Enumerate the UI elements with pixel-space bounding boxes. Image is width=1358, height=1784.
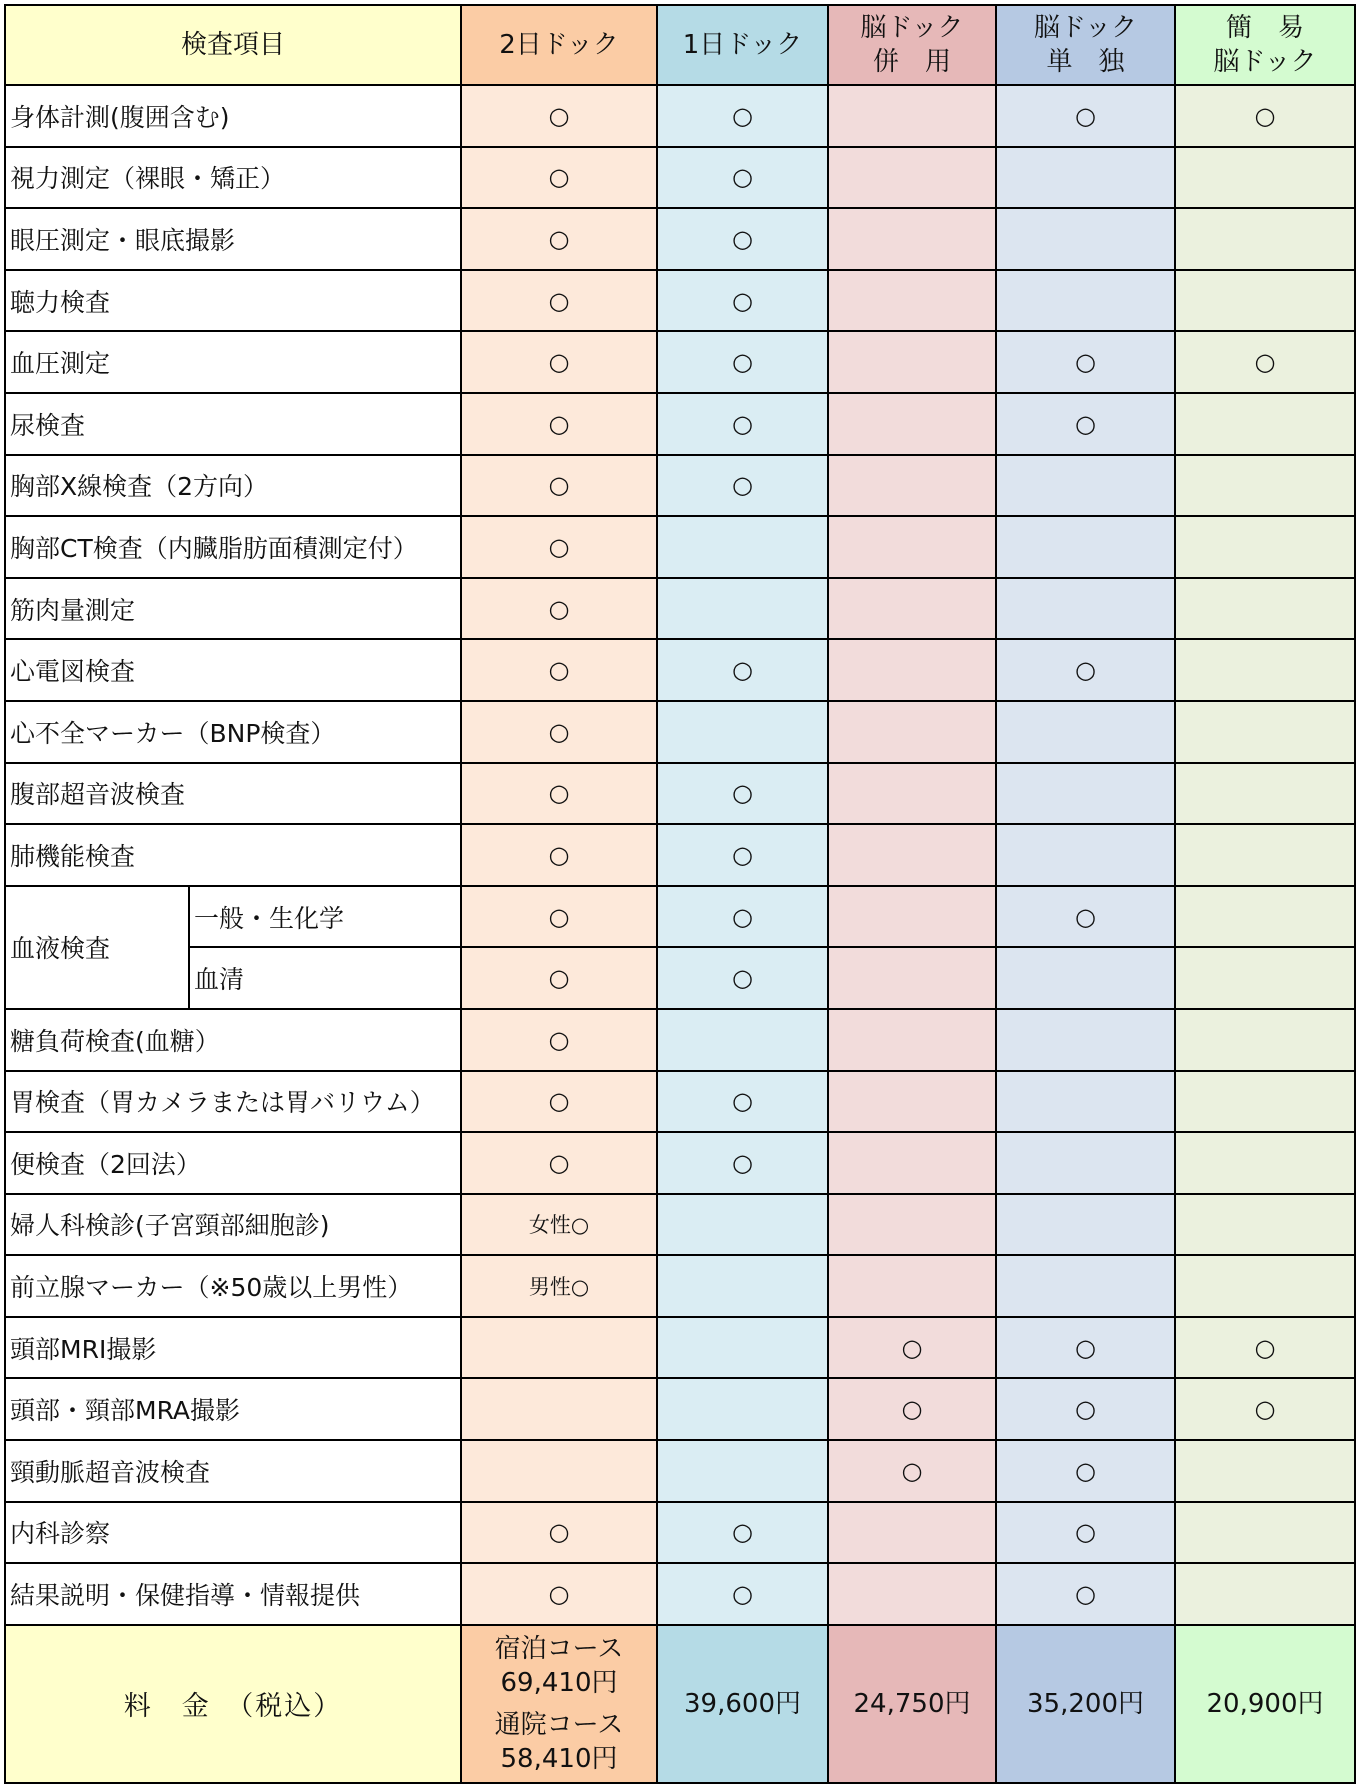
blood-test-sub-label: 一般・生化学 (189, 886, 461, 948)
mark-cell (828, 147, 996, 209)
mark-cell (828, 947, 996, 1009)
mark-cell (461, 1317, 657, 1379)
mark-cell (996, 516, 1175, 578)
mark-cell: ○ (657, 639, 828, 701)
exam-item-label: 婦人科検診(子宮頸部細胞診) (5, 1194, 461, 1256)
mark-cell (828, 886, 996, 948)
exam-item-label: 胸部CT検査（内臓脂肪面積測定付） (5, 516, 461, 578)
mark-cell: ○ (657, 270, 828, 332)
mark-cell (996, 208, 1175, 270)
table-row (5, 1009, 1355, 1071)
mark-cell (996, 578, 1175, 640)
mark-cell (657, 578, 828, 640)
exam-item-label: 内科診察 (5, 1502, 461, 1564)
mark-cell (1175, 886, 1355, 948)
table-row (5, 1071, 1355, 1133)
fee-label: 料 金 （税込） (5, 1625, 461, 1783)
mark-cell: ○ (657, 763, 828, 825)
mark-cell (996, 947, 1175, 1009)
mark-cell: ○ (461, 824, 657, 886)
mark-cell: ○ (1175, 331, 1355, 393)
mark-cell (828, 1563, 996, 1625)
mark-cell: ○ (461, 1071, 657, 1133)
blood-test-sub-label: 血清 (189, 947, 461, 1009)
mark-cell: ○ (996, 1440, 1175, 1502)
mark-cell (1175, 578, 1355, 640)
mark-cell (828, 516, 996, 578)
exam-item-label: 胸部X線検査（2方向） (5, 455, 461, 517)
mark-cell: ○ (657, 1502, 828, 1564)
fee-course-brain-combined: 24,750円 (828, 1625, 996, 1783)
mark-cell (828, 1071, 996, 1133)
exam-item-label: 便検査（2回法） (5, 1132, 461, 1194)
mark-cell (828, 1255, 996, 1317)
stay-course-label: 宿泊コース (494, 1633, 624, 1664)
mark-cell: ○ (461, 393, 657, 455)
mark-cell: ○ (996, 1317, 1175, 1379)
mark-cell: 男性○ (461, 1255, 657, 1317)
table-row (5, 1255, 1355, 1317)
mark-cell: ○ (461, 763, 657, 825)
mark-cell: ○ (461, 455, 657, 517)
mark-cell (996, 701, 1175, 763)
mark-cell: ○ (996, 85, 1175, 147)
mark-cell: ○ (461, 147, 657, 209)
table-row (5, 270, 1355, 332)
mark-cell: ○ (461, 701, 657, 763)
mark-cell (1175, 947, 1355, 1009)
exam-item-label: 頸動脈超音波検査 (5, 1440, 461, 1502)
table-row (5, 147, 1355, 209)
mark-cell (657, 701, 828, 763)
exam-item-label: 血圧測定 (5, 331, 461, 393)
table-row (5, 701, 1355, 763)
mark-cell: ○ (657, 147, 828, 209)
mark-cell (1175, 147, 1355, 209)
exam-item-label: 結果説明・保健指導・情報提供 (5, 1563, 461, 1625)
header-item: 検査項目 (5, 5, 461, 85)
table-row (5, 1194, 1355, 1256)
mark-cell (1175, 639, 1355, 701)
mark-cell (828, 208, 996, 270)
table-row (5, 886, 1355, 948)
mark-cell: ○ (996, 331, 1175, 393)
mark-cell: ○ (461, 947, 657, 1009)
mark-cell (657, 1378, 828, 1440)
mark-cell: ○ (657, 1563, 828, 1625)
exam-item-label: 視力測定（裸眼・矯正） (5, 147, 461, 209)
mark-cell (828, 85, 996, 147)
mark-cell: ○ (461, 331, 657, 393)
mark-cell: ○ (657, 886, 828, 948)
mark-cell: ○ (657, 824, 828, 886)
mark-cell (657, 1255, 828, 1317)
mark-cell (828, 578, 996, 640)
mark-cell: ○ (657, 393, 828, 455)
fee-row (5, 1625, 1355, 1783)
exam-item-label: 腹部超音波検査 (5, 763, 461, 825)
header-course-simple-brain: 簡 易 脳ドック (1175, 5, 1355, 85)
mark-cell (1175, 763, 1355, 825)
exam-item-label: 眼圧測定・眼底撮影 (5, 208, 461, 270)
mark-cell (657, 1194, 828, 1256)
mark-cell (1175, 270, 1355, 332)
mark-cell: ○ (461, 270, 657, 332)
table-row (5, 947, 1355, 1009)
mark-cell (996, 1255, 1175, 1317)
fee-course-1day: 39,600円 (657, 1625, 828, 1783)
mark-cell: ○ (657, 1132, 828, 1194)
mark-cell: ○ (828, 1440, 996, 1502)
header-course-1day: 1日ドック (657, 5, 828, 85)
mark-cell (1175, 1440, 1355, 1502)
table-row (5, 455, 1355, 517)
mark-cell (828, 701, 996, 763)
mark-cell (1175, 1255, 1355, 1317)
mark-cell (996, 1071, 1175, 1133)
exam-item-label: 心電図検査 (5, 639, 461, 701)
mark-cell (1175, 516, 1355, 578)
mark-cell: ○ (461, 1132, 657, 1194)
mark-cell (828, 270, 996, 332)
table-row (5, 1317, 1355, 1379)
table-row (5, 763, 1355, 825)
mark-cell: ○ (657, 947, 828, 1009)
mark-cell (1175, 1009, 1355, 1071)
fee-course-2day (461, 1625, 657, 1783)
exam-item-label: 頭部・頸部MRA撮影 (5, 1378, 461, 1440)
mark-cell: ○ (657, 208, 828, 270)
mark-cell (828, 763, 996, 825)
mark-cell: ○ (461, 886, 657, 948)
mark-cell: ○ (1175, 85, 1355, 147)
mark-cell (828, 1502, 996, 1564)
mark-cell (828, 1009, 996, 1071)
mark-cell: ○ (657, 455, 828, 517)
mark-cell (996, 1132, 1175, 1194)
mark-cell (657, 1317, 828, 1379)
blood-test-label: 血液検査 (5, 886, 189, 1009)
mark-cell: ○ (461, 1502, 657, 1564)
mark-cell: ○ (996, 1378, 1175, 1440)
table-row (5, 1378, 1355, 1440)
table-row (5, 1563, 1355, 1625)
mark-cell (828, 824, 996, 886)
mark-cell: ○ (461, 578, 657, 640)
mark-cell: ○ (996, 639, 1175, 701)
visit-course-label: 通院コース (494, 1709, 624, 1740)
mark-cell: 女性○ (461, 1194, 657, 1256)
table-row (5, 331, 1355, 393)
mark-cell (1175, 701, 1355, 763)
mark-cell (657, 516, 828, 578)
table-row (5, 639, 1355, 701)
mark-cell: ○ (461, 1563, 657, 1625)
mark-cell (996, 763, 1175, 825)
mark-cell (1175, 1502, 1355, 1564)
header-course-brain-single: 脳ドック 単 独 (996, 5, 1175, 85)
table-row (5, 208, 1355, 270)
mark-cell (996, 147, 1175, 209)
mark-cell (996, 270, 1175, 332)
mark-cell (996, 455, 1175, 517)
exam-item-label: 肺機能検査 (5, 824, 461, 886)
mark-cell (1175, 393, 1355, 455)
checkup-course-table (4, 4, 1356, 1784)
mark-cell: ○ (461, 208, 657, 270)
mark-cell: ○ (461, 1009, 657, 1071)
mark-cell (996, 1194, 1175, 1256)
table-row (5, 85, 1355, 147)
table-row (5, 824, 1355, 886)
mark-cell (828, 1132, 996, 1194)
mark-cell: ○ (1175, 1378, 1355, 1440)
mark-cell (828, 393, 996, 455)
mark-cell (657, 1009, 828, 1071)
mark-cell (461, 1378, 657, 1440)
table-row (5, 1502, 1355, 1564)
mark-cell (828, 1194, 996, 1256)
table-row (5, 1132, 1355, 1194)
mark-cell: ○ (996, 886, 1175, 948)
fee-course-simple-brain: 20,900円 (1175, 1625, 1355, 1783)
mark-cell (996, 1009, 1175, 1071)
table-row (5, 578, 1355, 640)
mark-cell (828, 455, 996, 517)
mark-cell: ○ (828, 1378, 996, 1440)
header-course-2day: 2日ドック (461, 5, 657, 85)
mark-cell (996, 824, 1175, 886)
mark-cell: ○ (657, 331, 828, 393)
exam-item-label: 胃検査（胃カメラまたは胃バリウム） (5, 1071, 461, 1133)
mark-cell: ○ (657, 1071, 828, 1133)
mark-cell (1175, 1071, 1355, 1133)
header-course-brain-combined: 脳ドック 併 用 (828, 5, 996, 85)
table-row (5, 516, 1355, 578)
visit-course-price: 58,410円 (500, 1743, 618, 1774)
header-row (5, 5, 1355, 85)
table-row (5, 393, 1355, 455)
mark-cell: ○ (461, 639, 657, 701)
mark-cell: ○ (461, 85, 657, 147)
mark-cell: ○ (1175, 1317, 1355, 1379)
mark-cell: ○ (461, 516, 657, 578)
table-row (5, 1440, 1355, 1502)
mark-cell (828, 639, 996, 701)
mark-cell (1175, 1563, 1355, 1625)
exam-item-label: 心不全マーカー（BNP検査） (5, 701, 461, 763)
exam-item-label: 前立腺マーカー（※50歳以上男性） (5, 1255, 461, 1317)
exam-item-label: 糖負荷検査(血糖） (5, 1009, 461, 1071)
exam-item-label: 頭部MRI撮影 (5, 1317, 461, 1379)
mark-cell: ○ (996, 1502, 1175, 1564)
mark-cell (828, 331, 996, 393)
stay-course-price: 69,410円 (500, 1667, 618, 1698)
mark-cell (461, 1440, 657, 1502)
mark-cell (1175, 824, 1355, 886)
exam-item-label: 聴力検査 (5, 270, 461, 332)
fee-course-brain-single: 35,200円 (996, 1625, 1175, 1783)
mark-cell (1175, 455, 1355, 517)
mark-cell (1175, 208, 1355, 270)
mark-cell (1175, 1132, 1355, 1194)
mark-cell: ○ (996, 393, 1175, 455)
mark-cell (1175, 1194, 1355, 1256)
mark-cell: ○ (996, 1563, 1175, 1625)
exam-item-label: 尿検査 (5, 393, 461, 455)
exam-item-label: 身体計測(腹囲含む) (5, 85, 461, 147)
mark-cell: ○ (828, 1317, 996, 1379)
mark-cell (657, 1440, 828, 1502)
exam-item-label: 筋肉量測定 (5, 578, 461, 640)
mark-cell: ○ (657, 85, 828, 147)
